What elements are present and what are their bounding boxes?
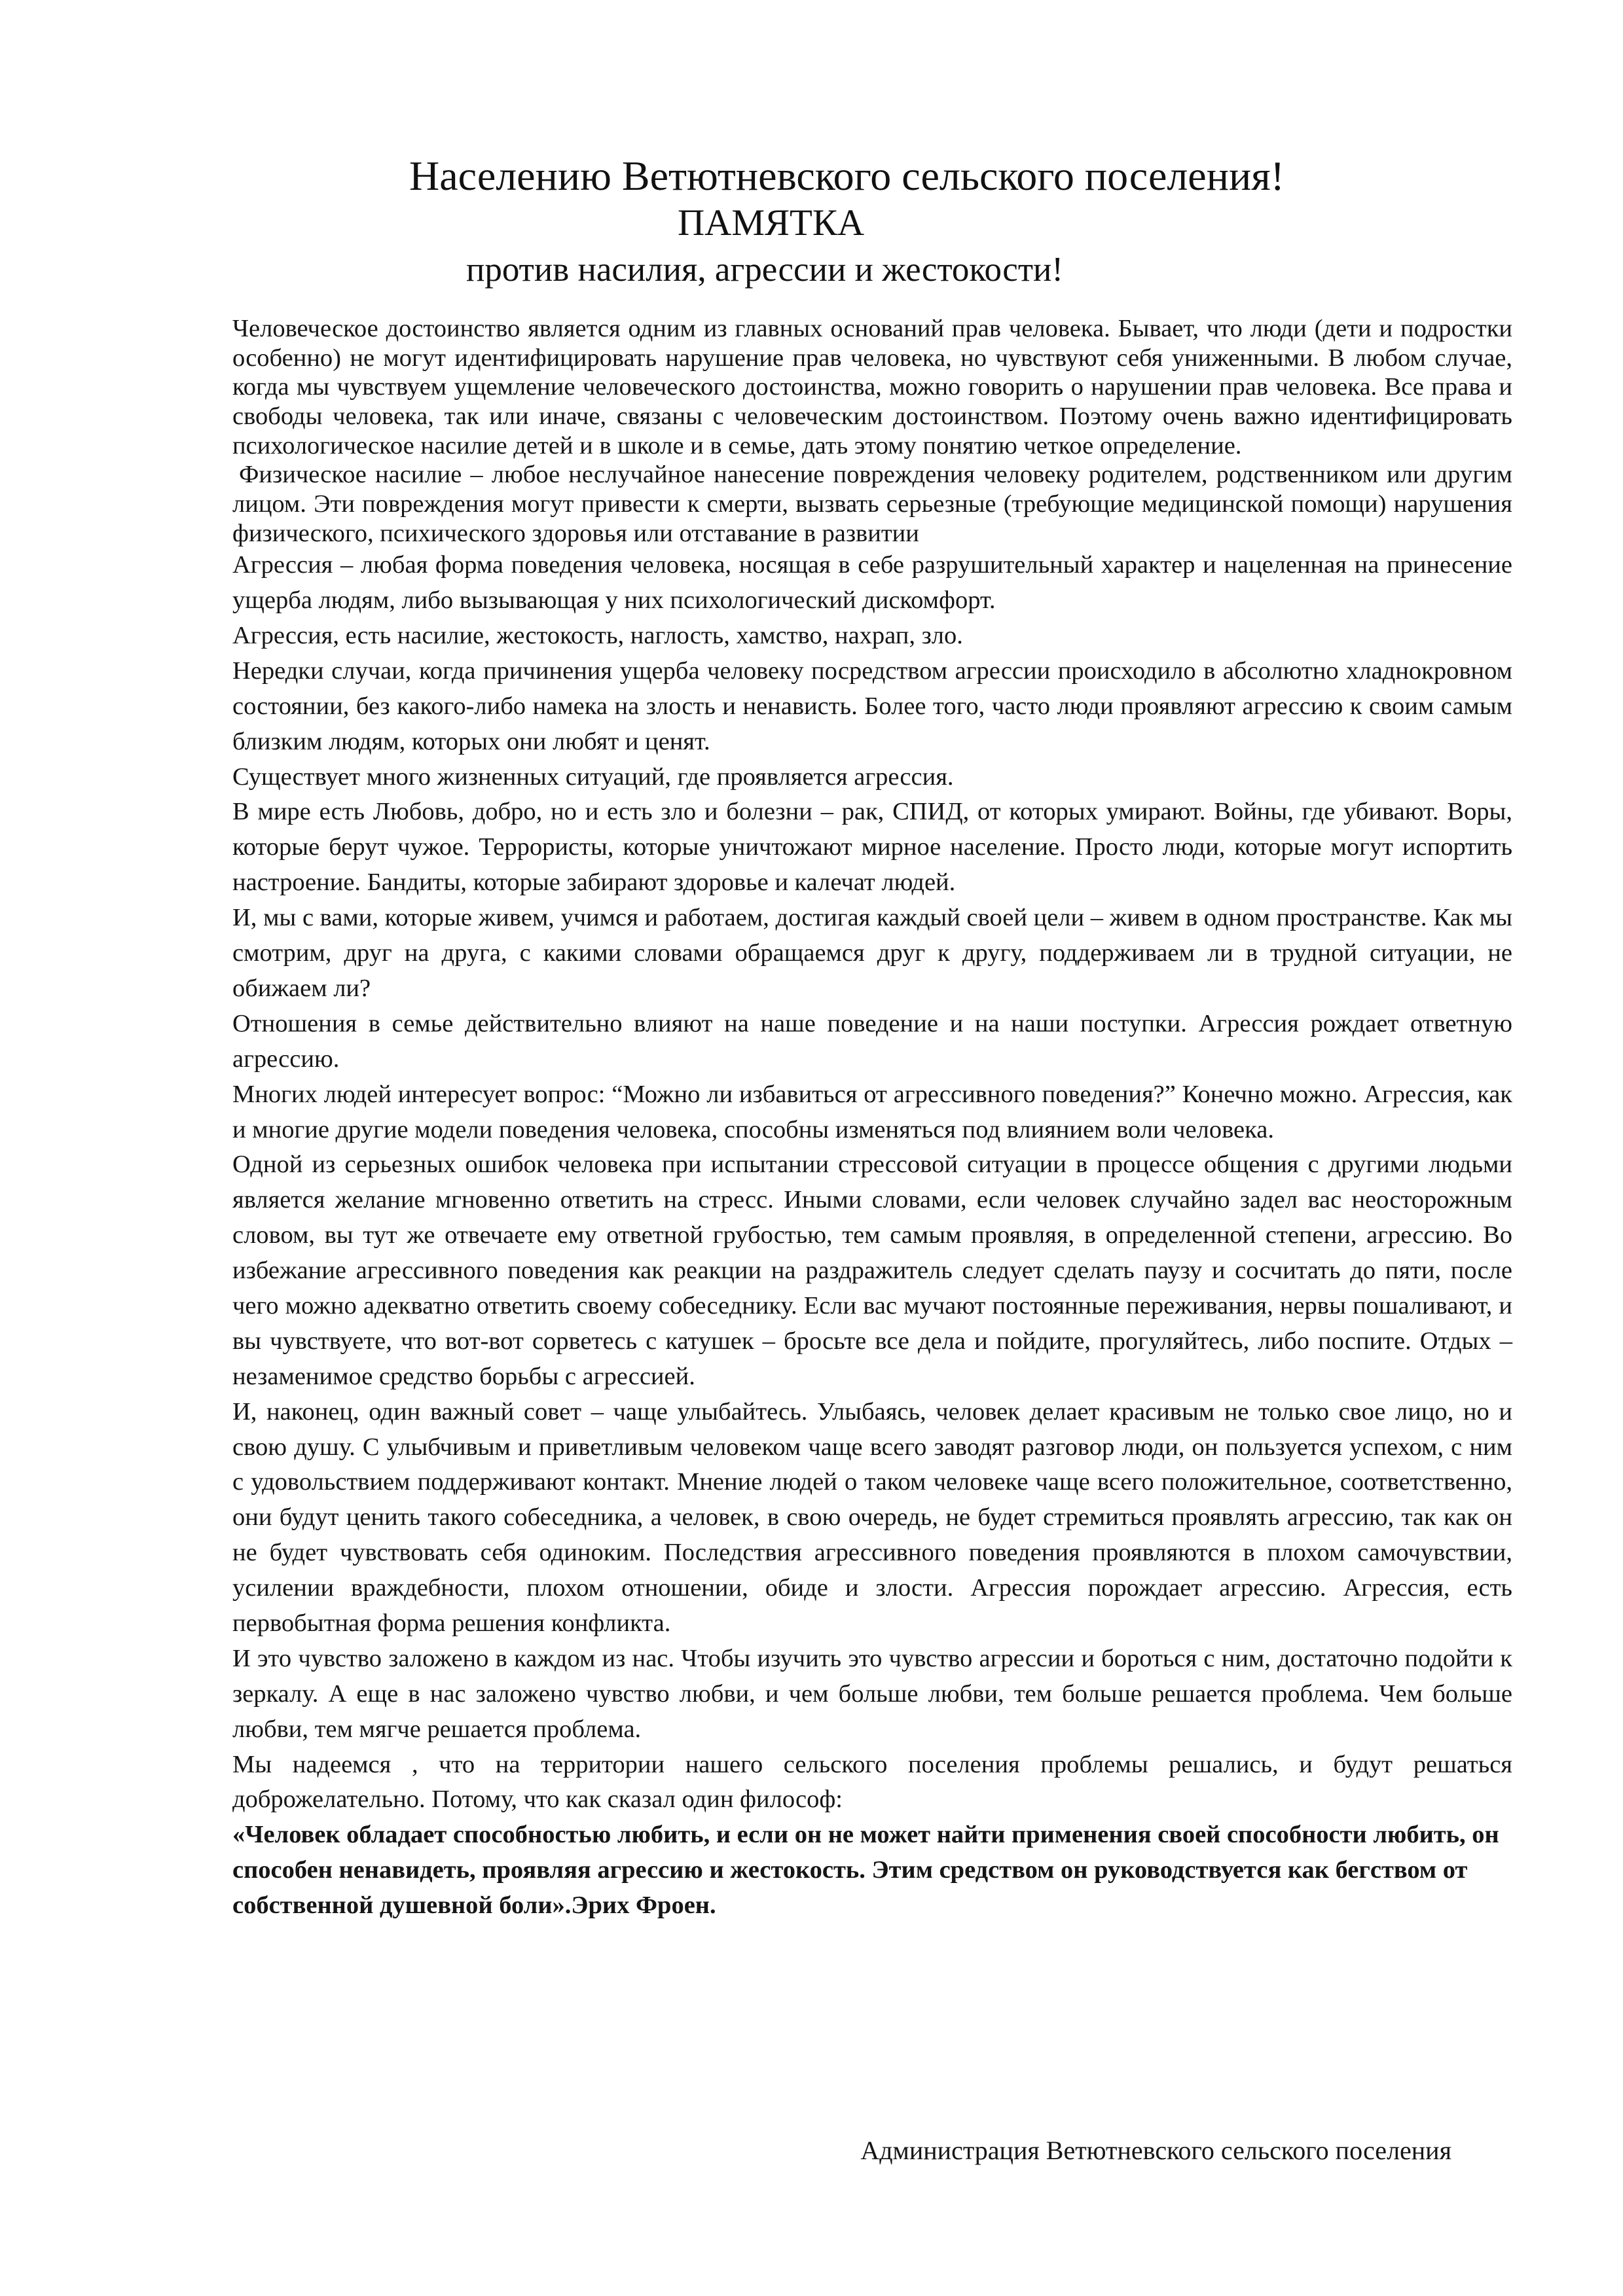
paragraph-life-situations: Существует много жизненных ситуаций, где проявляется агрессия.: [232, 762, 954, 791]
paragraph-good-and-evil: В мире есть Любовь, добро, но и есть зло и болезни – рак, СПИД, от которых умирают. Войны, где убивают. Воры, которые берут чужое. Террористы, которые уничтожают мирное население. Просто люди, которые могут испортить настроение. Бандиты, которые забирают здоровье и калечат людей.: [232, 798, 1512, 897]
paragraph-cold-blooded-aggression: Нередки случаи, когда причинения ущерба человеку посредством агрессии происходило в абсолютно хладнокровном состоянии, без какого-либо намека на злость и ненависть. Более того, часто люди проявляют агрессию к своим самым близким людям, которых они любят и ценят.: [232, 656, 1512, 755]
document-body: [232, 314, 1512, 1924]
signature: Администрация Ветютневского сельского поселения: [860, 2136, 1451, 2165]
paragraph-human-dignity: Человеческое достоинство является одним из главных оснований прав человека. Бывает, что люди (дети и подростки особенно) не могут идентифицировать нарушение прав человека, но чувствуют себя униженными. В любом случае, когда мы чувствуем ущемление человеческого достоинства, можно говорить о нарушении прав человека. Все права и свободы человека, так или иначе, связаны с человеческим достоинством. Поэтому очень важно идентифицировать психологическое насилие детей и в школе и в семье, дать этому понятию четкое определение.: [232, 315, 1512, 459]
philosopher-quote: «Человек обладает способностью любить, и если он не может найти применения своей способности любить, он способен ненавидеть, проявляя агрессию и жестокость. Этим средством он руководствуется как бегством от собственной душевной боли».Эрих Фроен.: [232, 1821, 1499, 1920]
paragraph-shared-space: И, мы с вами, которые живем, учимся и работаем, достигая каждый своей цели – живем в одном пространстве. Как мы смотрим, друг на друга, с какими словами обращаемся друг к другу, поддерживаем ли в трудной ситуации, не обижаем ли?: [232, 904, 1512, 1002]
document-title: ПАМЯТКА: [678, 202, 865, 243]
paragraph-aggression-synonyms: Агрессия, есть насилие, жестокость, наглость, хамство, нахрап, зло.: [232, 622, 963, 650]
document-heading: Населению Ветютневского сельского поселения!: [409, 152, 1285, 199]
paragraph-mirror: И это чувство заложено в каждом из нас. Чтобы изучить это чувство агрессии и бороться с ним, достаточно подойти к зеркалу. А еще в нас заложено чувство любви, и чем больше любви, тем больше решается проблема. Чем больше любви, тем мягче решается проблема.: [232, 1644, 1512, 1743]
paragraph-family-relations: Отношения в семье действительно влияют на наше поведение и на наши поступки. Агрессия рождает ответную агрессию.: [232, 1009, 1512, 1073]
paragraph-can-overcome: Многих людей интересует вопрос: “Можно ли избавиться от агрессивного поведения?” Конечно можно. Агрессия, как и многие другие модели поведения человека, способны изменяться под влиянием воли человека.: [232, 1080, 1512, 1143]
paragraph-aggression-definition: Агрессия – любая форма поведения человека, носящая в себе разрушительный характер и нацеленная на принесение ущерба людям, либо вызывающая у них психологический дискомфорт.: [232, 551, 1512, 615]
paragraph-smile-advice: И, наконец, один важный совет – чаще улыбайтесь. Улыбаясь, человек делает красивым не только свое лицо, но и свою душу. С улыбчивым и приветливым человеком чаще всего заводят разговор люди, он пользуется успехом, с ним с удовольствием поддерживают контакт. Мнение людей о таком человеке чаще всего положительное, соответственно, они будут ценить такого собеседника, а человек, в свою очередь, не будет стремиться проявлять агрессию, так как он не будет чувствовать себя одиноким. Последствия агрессивного поведения проявляются в плохом самочувствии, усилении враждебности, плохом отношении, обиде и злости. Агрессия порождает агрессию. Агрессия, есть первобытная форма решения конфликта.: [232, 1397, 1512, 1637]
paragraph-physical-violence: Физическое насилие – любое неслучайное нанесение повреждения человеку родителем, родственником или другим лицом. Эти повреждения могут привести к смерти, вызвать серьезные (требующие медицинской помощи) нарушения физического, психического здоровья или отставание в развитии: [232, 461, 1512, 547]
document-subtitle: против насилия, агрессии и жестокости!: [466, 251, 1063, 289]
paragraph-hope: Мы надеемся , что на территории нашего сельского поселения проблемы решались, и будут решаться доброжелательно. Потому, что как сказал один философ:: [232, 1750, 1512, 1814]
paragraph-stress-advice: Одной из серьезных ошибок человека при испытании стрессовой ситуации в процессе общения с другими людьми является желание мгновенно ответить на стресс. Иными словами, если человек случайно задел вас неосторожным словом, вы тут же отвечаете ему ответной грубостью, тем самым проявляя, в определенной степени, агрессию. Во избежание агрессивного поведения как реакции на раздражитель следует сделать паузу и сосчитать до пяти, после чего можно адекватно ответить своему собеседнику. Если вас мучают постоянные переживания, нервы пошаливают, и вы чувствуете, что вот-вот сорветесь с катушек – бросьте все дела и пойдите, прогуляйтесь, либо поспите. Отдых – незаменимое средство борьбы с агрессией.: [232, 1151, 1512, 1390]
